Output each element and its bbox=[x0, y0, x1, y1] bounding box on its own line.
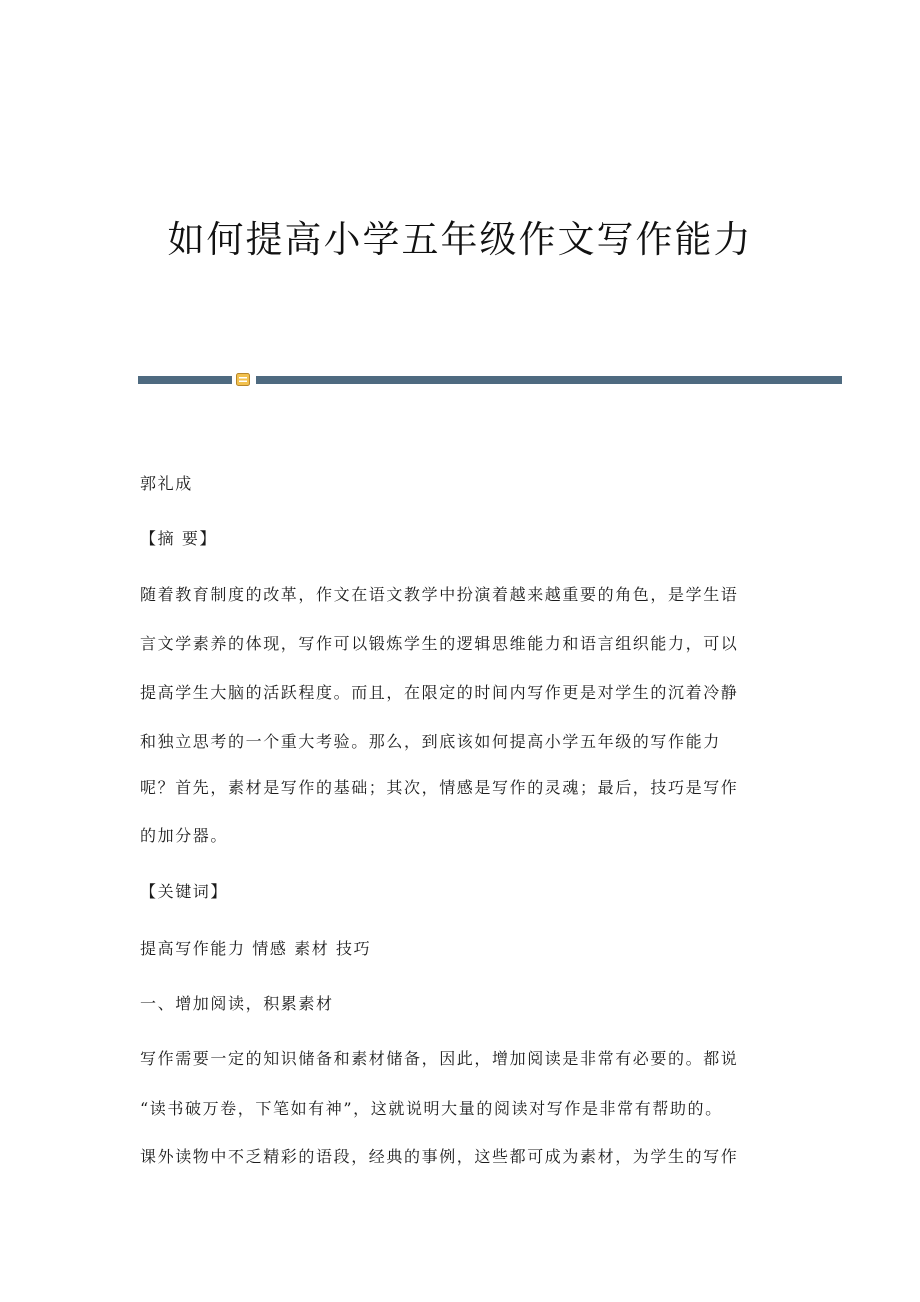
keywords-heading: 【关键词】 bbox=[140, 882, 229, 901]
abstract-line: 言文学素养的体现，写作可以锻炼学生的逻辑思维能力和语言组织能力，可以 bbox=[140, 634, 739, 653]
section-heading: 一、增加阅读，积累素材 bbox=[140, 994, 334, 1013]
body-line: 写作需要一定的知识储备和素材储备，因此，增加阅读是非常有必要的。都说 bbox=[140, 1049, 739, 1068]
title-divider bbox=[138, 370, 842, 388]
keywords-text: 提高写作能力 情感 素材 技巧 bbox=[140, 939, 372, 958]
abstract-heading: 【摘 要】 bbox=[140, 529, 218, 548]
abstract-line: 提高学生大脑的活跃程度。而且，在限定的时间内写作更是对学生的沉着冷静 bbox=[140, 683, 739, 702]
body-line: 课外读物中不乏精彩的语段，经典的事例，这些都可成为素材，为学生的写作 bbox=[140, 1147, 739, 1166]
body-line: “读书破万卷，下笔如有神”，这就说明大量的阅读对写作是非常有帮助的。 bbox=[140, 1099, 723, 1118]
abstract-line: 和独立思考的一个重大考验。那么，到底该如何提高小学五年级的写作能力 bbox=[140, 732, 721, 751]
author-name: 郭礼成 bbox=[140, 474, 193, 493]
divider-bar-left bbox=[138, 376, 232, 384]
divider-bar-right bbox=[256, 376, 842, 384]
abstract-line: 的加分器。 bbox=[140, 826, 229, 845]
divider-ornament-icon bbox=[236, 373, 250, 386]
document-title: 如何提高小学五年级作文写作能力 bbox=[167, 218, 753, 261]
abstract-line: 随着教育制度的改革，作文在语文教学中扮演着越来越重要的角色，是学生语 bbox=[140, 585, 739, 604]
abstract-line: 呢？首先，素材是写作的基础；其次，情感是写作的灵魂；最后，技巧是写作 bbox=[140, 778, 739, 797]
